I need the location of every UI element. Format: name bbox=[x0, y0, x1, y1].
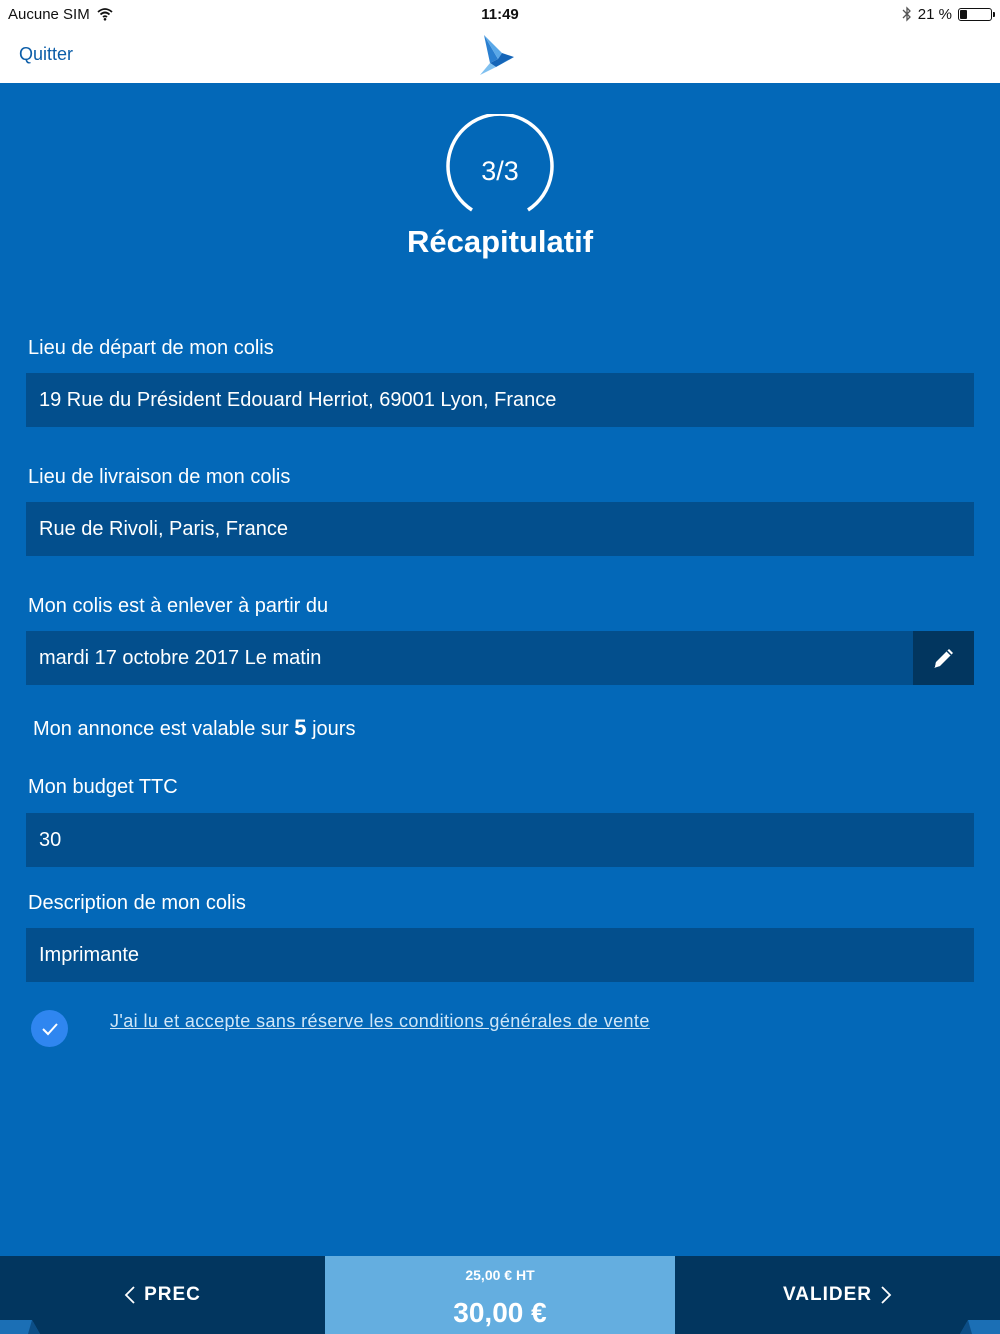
checkmark-icon bbox=[40, 1019, 60, 1039]
terms-checkbox[interactable] bbox=[31, 1010, 68, 1047]
delivery-label: Lieu de livraison de mon colis bbox=[28, 466, 291, 488]
pencil-icon bbox=[931, 645, 957, 671]
validity-suffix: jours bbox=[312, 718, 356, 740]
corner-decoration bbox=[0, 1304, 40, 1334]
departure-value: 19 Rue du Président Edouard Herriot, 69001 Lyon, France bbox=[39, 388, 557, 411]
status-right bbox=[902, 4, 992, 24]
budget-label: Mon budget TTC bbox=[28, 776, 178, 798]
description-field[interactable] bbox=[26, 928, 974, 982]
validity-text bbox=[33, 715, 355, 741]
battery-percent: 21 % bbox=[917, 5, 952, 23]
status-time: 11:49 bbox=[481, 5, 519, 23]
pickup-label: Mon colis est à enlever à partir du bbox=[28, 595, 329, 617]
battery-icon bbox=[958, 8, 992, 21]
terms-link[interactable]: J'ai lu et accepte sans réserve les conditions générales de vente bbox=[110, 1011, 650, 1031]
departure-field[interactable] bbox=[26, 373, 974, 427]
validate-label: VALIDER bbox=[783, 1284, 872, 1305]
price-summary bbox=[325, 1256, 675, 1334]
delivery-value: Rue de Rivoli, Paris, France bbox=[39, 517, 288, 540]
carrier-label: Aucune SIM bbox=[8, 5, 90, 23]
budget-field[interactable] bbox=[26, 813, 974, 867]
price-ht: 25,00 € HT bbox=[465, 1267, 535, 1283]
budget-value: 30 bbox=[39, 828, 62, 851]
prev-button[interactable] bbox=[0, 1256, 325, 1334]
price-ttc: 30,00 € bbox=[453, 1297, 547, 1328]
delivery-field[interactable] bbox=[26, 502, 974, 556]
departure-label: Lieu de départ de mon colis bbox=[28, 337, 274, 359]
bird-logo-icon bbox=[476, 33, 524, 77]
bluetooth-icon bbox=[902, 6, 912, 22]
quit-button[interactable]: Quitter bbox=[19, 44, 74, 64]
prev-label: PREC bbox=[144, 1284, 201, 1305]
step-counter: 3/3 bbox=[481, 156, 519, 186]
pickup-value: mardi 17 octobre 2017 Le matin bbox=[39, 646, 322, 669]
validate-button[interactable] bbox=[675, 1256, 1000, 1334]
battery-fill bbox=[960, 10, 967, 19]
pickup-field[interactable] bbox=[26, 631, 974, 685]
validity-prefix: Mon annonce est valable sur bbox=[33, 718, 289, 740]
chevron-right-icon bbox=[880, 1286, 892, 1304]
chevron-left-icon bbox=[124, 1286, 136, 1304]
description-label: Description de mon colis bbox=[28, 892, 246, 914]
validity-days: 5 bbox=[294, 715, 307, 740]
top-bar bbox=[0, 0, 1000, 83]
page-title: Récapitulatif bbox=[406, 224, 594, 259]
description-value: Imprimante bbox=[39, 943, 140, 966]
edit-date-button[interactable] bbox=[913, 631, 974, 685]
bottom-bar bbox=[0, 1256, 1000, 1334]
corner-decoration bbox=[960, 1304, 1000, 1334]
